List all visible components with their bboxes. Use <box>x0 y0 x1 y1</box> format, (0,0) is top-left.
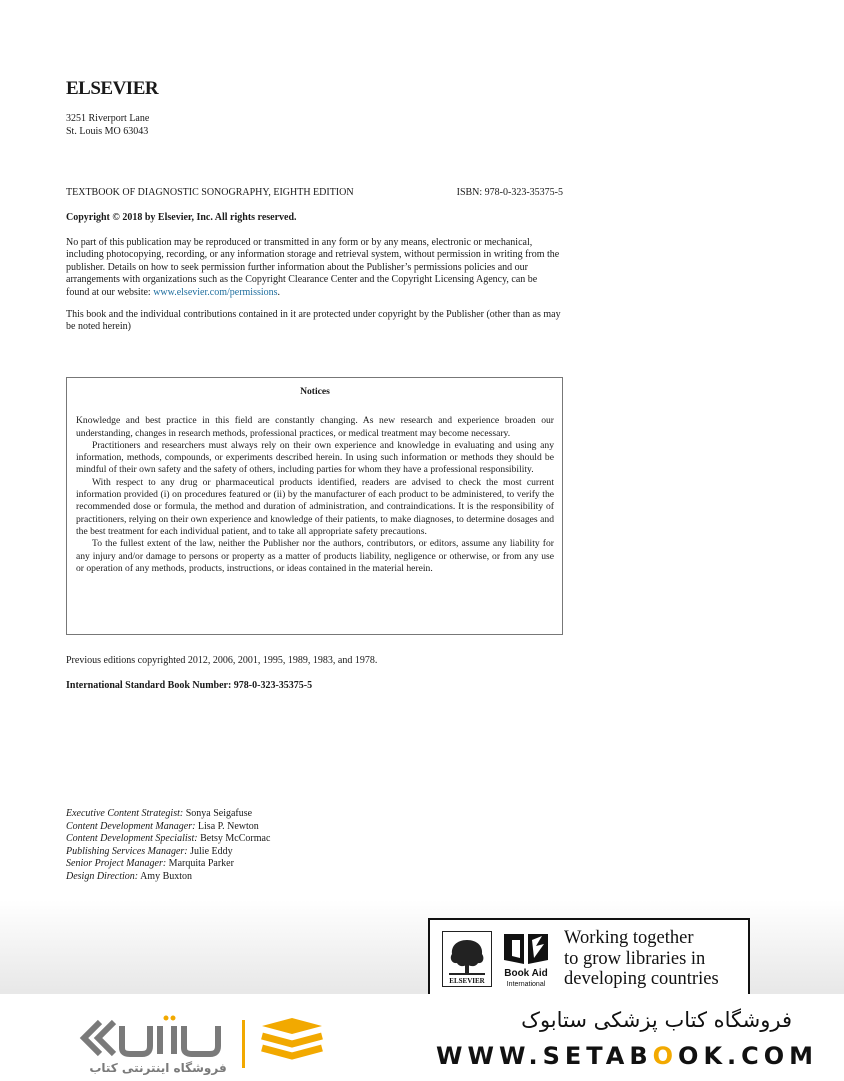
credit-role: Content Development Specialist: <box>66 833 198 845</box>
setabook-logo-icon <box>70 1014 340 1076</box>
notices-paragraph: Practitioners and researchers must always rely on their own experience and knowledge in evaluating and using any information, methods, compounds, or experiments described herein. In using such information or methods they should be mindful of their own safety and the safety of others, including parties for whom they have a professional responsibility. <box>76 439 554 476</box>
credit-role: Content Development Manager: <box>66 820 196 832</box>
address-line-2: St. Louis MO 63043 <box>66 125 149 137</box>
book-aid-label-2: International <box>506 981 546 988</box>
notices-paragraph: Knowledge and best practice in this field are constantly changing. As new research and experience broaden our understanding, changes in research methods, professional practices, or medical treatment may become necessary. <box>76 415 554 439</box>
credit-line <box>66 821 270 834</box>
book-aid-banner <box>428 918 750 994</box>
url-highlight: O <box>652 1042 679 1070</box>
setabook-logo[interactable] <box>70 1014 340 1076</box>
protection-paragraph: This book and the individual contributions contained in it are protected under copyright by the Publisher (other than as may be noted herein) <box>66 309 561 333</box>
notices-paragraph: To the fullest extent of the law, neither the Publisher nor the authors, contributors, or editors, assume any liability for any injury and/or damage to persons or property as a matter of products liability, negligence or otherwise, or from any use or operation of any methods, products, instructions, or ideas contained in the material herein. <box>76 538 554 574</box>
permissions-link[interactable]: www.elsevier.com/permissions <box>153 286 278 298</box>
tagline-line: to grow libraries in <box>564 948 706 969</box>
book-aid-label: Book Aid <box>504 968 548 979</box>
publisher-name: ELSEVIER <box>66 78 159 99</box>
publisher-address <box>66 113 149 138</box>
credit-line <box>66 846 270 859</box>
book-aid-logo <box>498 930 554 988</box>
book-aid-icon <box>498 930 554 988</box>
isbn-full: International Standard Book Number: 978-0-323-35375-5 <box>66 680 313 691</box>
credit-role: Executive Content Strategist: <box>66 808 184 819</box>
book-isbn: ISBN: 978-0-323-35375-5 <box>456 187 563 198</box>
credit-person: Amy Buxton <box>140 870 193 882</box>
credit-line <box>66 871 270 884</box>
credit-person: Betsy McCormac <box>200 833 271 845</box>
credit-person: Marquita Parker <box>168 858 234 870</box>
credit-role: Publishing Services Manager: <box>66 845 188 857</box>
store-farsi-title: فروشگاه کتاب پزشکی ستابوک <box>521 1008 792 1032</box>
tagline-line: Working together <box>564 928 694 948</box>
permissions-paragraph <box>66 237 563 299</box>
url-suffix: OK.COM <box>678 1042 819 1070</box>
previous-editions: Previous editions copyrighted 2012, 2006, 2001, 1995, 1989, 1983, and 1978. <box>66 655 378 666</box>
permissions-text: No part of this publication may be reproduced or transmitted in any form or by any means, electronic or mechanical, including photocopying, recording, or any information storage and retrieval system, without permission in writing from the publisher. Details on how to seek permission further information about the Publisher’s permissions policies and our arrangements with organizations such as the Copyright Clearance Center and the Copyright Licensing Agency, can be found at our website: <box>66 237 560 298</box>
credit-role: Senior Project Manager: <box>66 858 167 870</box>
elsevier-tree-logo <box>442 931 492 987</box>
notices-heading: Notices <box>300 386 330 397</box>
address-line-1: 3251 Riverport Lane <box>66 113 150 124</box>
credit-line <box>66 833 270 846</box>
credits-list <box>66 808 270 884</box>
notices-box <box>66 377 563 635</box>
credit-person: Julie Eddy <box>190 845 233 857</box>
store-website[interactable] <box>436 1042 818 1070</box>
book-title: TEXTBOOK OF DIAGNOSTIC SONOGRAPHY, EIGHTH EDITION <box>66 187 354 198</box>
copyright-statement: Copyright © 2018 by Elsevier, Inc. All rights reserved. <box>66 212 297 223</box>
notices-paragraph: With respect to any drug or pharmaceutical products identified, readers are advised to check the most current information provided (i) on procedures featured or (ii) by the manufacturer of each product to be administered, to verify the recommended dose or formula, the method and duration of administration, and contraindications. It is the responsibility of practitioners, relying on their own experience and knowledge of their patients, to make diagnoses, to determine dosages and the best treatment for each individual patient, and to take all appropriate safety precautions. <box>76 476 554 537</box>
elsevier-small-label: ELSEVIER <box>449 977 485 985</box>
credit-person: Sonya Seigafuse <box>185 808 253 819</box>
url-prefix: WWW.SETAB <box>436 1042 653 1070</box>
setabook-logo-subtitle: فروشگاه اینترنتی کتاب <box>89 1061 227 1075</box>
book-aid-tagline <box>564 928 719 990</box>
tagline-line: developing countries <box>564 969 719 989</box>
credit-line <box>66 858 270 871</box>
credit-person: Lisa P. Newton <box>197 820 259 832</box>
credit-role: Design Direction: <box>66 870 139 882</box>
elsevier-tree-icon <box>443 932 491 986</box>
credit-line <box>66 808 270 821</box>
book-title-line <box>66 187 563 198</box>
permissions-end: . <box>277 286 281 298</box>
